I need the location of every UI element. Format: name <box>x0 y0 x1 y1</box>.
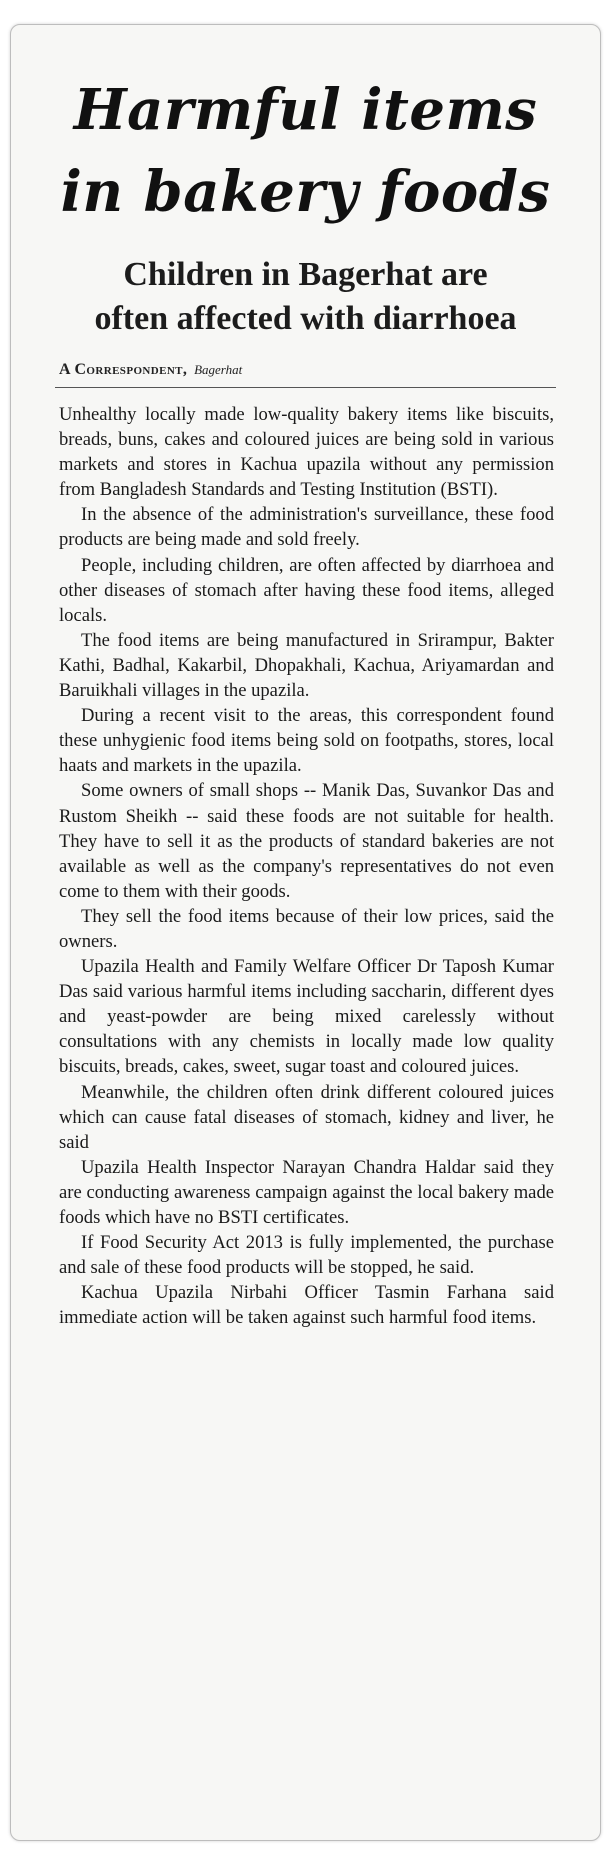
headline <box>11 69 600 233</box>
subheadline-line-1: Children in Bagerhat are <box>123 256 488 293</box>
paragraph-8: Upazila Health and Family Welfare Officer Dr Taposh Kumar Das said various harmful items including saccharin, different dyes and yeast-powder are being mixed carelessly without consultations with any chemists in locally made low quality biscuits, breads, cakes, sweet, sugar toast and coloured juices. <box>59 956 554 1078</box>
byline <box>59 361 600 379</box>
paragraph-3: People, including children, are often affected by diarrhoea and other diseases of stomach after having these food items, alleged locals. <box>59 554 554 626</box>
paragraph-7: They sell the food items because of their low prices, said the owners. <box>59 905 554 952</box>
paragraph-5: During a recent visit to the areas, this correspondent found these unhygienic food items being sold on footpaths, stores, local haats and markets in the upazila. <box>59 705 554 777</box>
article-body <box>59 402 554 1330</box>
paragraph-11: If Food Security Act 2013 is fully implemented, the purchase and sale of these food products will be stopped, he said. <box>59 1232 554 1279</box>
byline-place: Bagerhat <box>194 362 243 377</box>
newspaper-clipping <box>10 24 601 1841</box>
paragraph-2: In the absence of the administration's surveillance, these food products are being made and sold freely. <box>59 504 554 551</box>
paragraph-4: The food items are being manufactured in Srirampur, Bakter Kathi, Badhal, Kakarbil, Dhopakhali, Kachua, Ariyamardan and Baruikhali villages in the upazila. <box>59 629 554 702</box>
byline-name: A Correspondent, <box>59 361 188 378</box>
byline-divider <box>55 387 556 388</box>
paragraph-12: Kachua Upazila Nirbahi Officer Tasmin Farhana said immediate action will be taken against such harmful food items. <box>59 1282 554 1329</box>
paragraph-1: Unhealthy locally made low-quality bakery items like biscuits, breads, buns, cakes and coloured juices are being sold in various markets and stores in Kachua upazila without any permission from Bangladesh Standards and Testing Institution (BSTI). <box>59 404 554 501</box>
paragraph-6: Some owners of small shops -- Manik Das, Suvankor Das and Rustom Sheikh -- said these foods are not suitable for health. They have to sell it as the products of standard bakeries are not available as well as the company's representatives do not even come to them with their goods. <box>59 780 554 902</box>
paragraph-9: Meanwhile, the children often drink different coloured juices which can cause fatal diseases of stomach, kidney and liver, he said <box>59 1081 554 1153</box>
subheadline <box>11 253 600 341</box>
headline-line-2: in bakery foods <box>60 159 551 225</box>
headline-line-1: Harmful items <box>73 77 538 143</box>
paragraph-10: Upazila Health Inspector Narayan Chandra Haldar said they are conducting awareness campaign against the local bakery made foods which have no BSTI certificates. <box>59 1156 554 1228</box>
subheadline-line-2: often affected with diarrhoea <box>94 300 517 337</box>
